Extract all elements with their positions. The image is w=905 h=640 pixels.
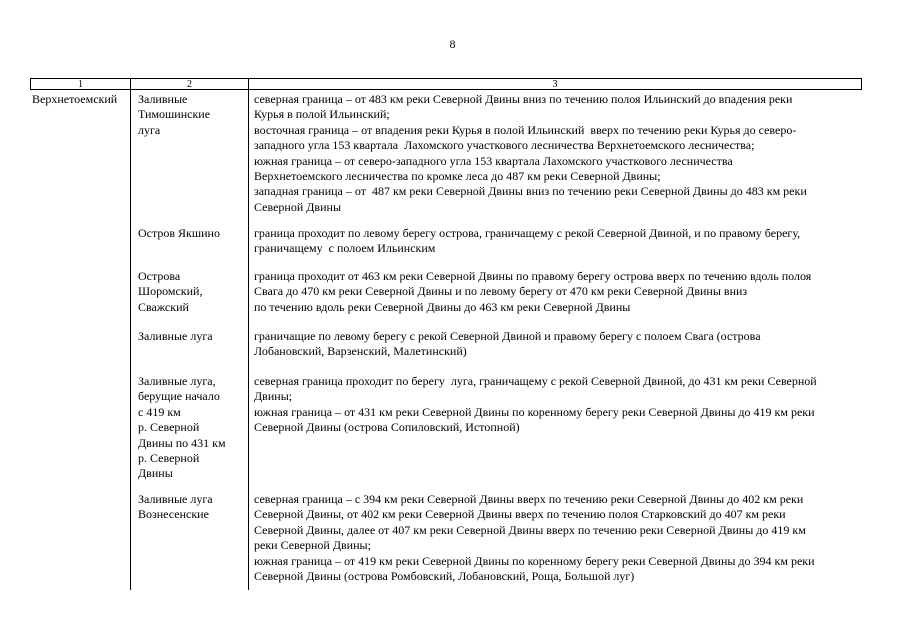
boundary-description-line: Курья в полой Ильинский;: [254, 107, 390, 122]
meadow-name: [138, 492, 248, 523]
boundary-description-line: Двины;: [254, 389, 293, 404]
meadow-name-line: Шоромский,: [138, 284, 203, 299]
boundary-description-line: Лобановский, Варзенский, Малетинский): [254, 344, 467, 359]
column-number-1: 1: [31, 79, 131, 90]
column-divider-1: [130, 90, 131, 590]
boundary-description-line: Свага до 470 км реки Северной Двины и по левому берегу от 470 км реки Северной Двины вниз: [254, 284, 748, 299]
meadow-name-line: Двины по 431 км: [138, 435, 226, 450]
meadow-name-line: луга: [138, 122, 161, 137]
boundary-description-line: южная граница – от 419 км реки Северной Двины по коренному берегу реки Северной Двины до 394 км реки: [254, 553, 815, 568]
meadow-name-line: берущие начало: [138, 389, 220, 404]
meadow-name: [138, 374, 248, 482]
meadow-name-line: Заливные: [138, 92, 188, 106]
meadow-name-line: Заливные луга: [138, 329, 213, 343]
meadow-name-line: р. Северной: [138, 420, 200, 435]
boundary-description-line: граница проходит по левому берегу острова, граничащему с рекой Северной Двиной, и по правому берегу,: [254, 226, 801, 240]
region-name: Верхнетоемский: [32, 92, 118, 106]
boundary-description: [254, 226, 866, 257]
meadow-name-line: Острова: [138, 269, 181, 283]
meadow-name-line: Вознесенские: [138, 507, 209, 522]
boundary-description-line: Северной Двины, далее от 407 км реки Северной Двины вверх по течению реки Северной Двины до 419 км: [254, 522, 806, 537]
boundary-description: [254, 92, 866, 215]
meadow-name-line: с 419 км: [138, 404, 181, 419]
boundary-description-line: граничащему с полоем Ильинским: [254, 241, 436, 256]
column-number-3: 3: [552, 79, 558, 90]
boundary-description: [254, 492, 866, 584]
boundary-description-line: граничащие по левому берегу с рекой Северной Двиной и правому берегу с полоем Свага (острова: [254, 329, 761, 343]
boundary-description-line: Верхнетоемского лесничества по кромке леса до 487 км реки Северной Двины;: [254, 169, 661, 184]
meadow-name: [138, 92, 248, 138]
boundary-description-line: южная граница – от северо-западного угла 153 квартала Лахомского участкового лесничества: [254, 153, 733, 168]
meadow-name: [138, 269, 248, 315]
meadow-name-line: Сважский: [138, 299, 189, 314]
boundary-description-line: по течению вдоль реки Северной Двины до 463 км реки Северной Двины: [254, 299, 631, 314]
meadow-name-line: Заливные луга: [138, 492, 213, 506]
meadow-name: [138, 329, 248, 344]
table-column-header: [30, 78, 862, 90]
boundary-description-line: западная граница – от 487 км реки Северной Двины вниз по течению реки Северной Двины до 483 км реки: [254, 184, 807, 199]
boundary-description-line: Северной Двины, от 402 км реки Северной Двины вверх по течению полоя Старковский до 407 км реки: [254, 507, 786, 522]
meadow-name-line: Остров Якшино: [138, 226, 220, 240]
boundary-description-line: Северной Двины (острова Ромбовский, Лобановский, Роща, Большой луг): [254, 569, 635, 584]
column-divider-2: [248, 90, 249, 590]
boundary-description-line: реки Северной Двины;: [254, 538, 371, 553]
meadow-name-line: Тимошинские: [138, 107, 211, 122]
page-number: 8: [449, 37, 456, 51]
boundary-description: [254, 269, 866, 315]
boundary-description-line: граница проходит от 463 км реки Северной Двины по правому берегу острова вверх по течению вдоль полоя: [254, 269, 812, 283]
boundary-description-line: западного угла 153 квартала Лахомского участкового лесничества Верхнетоемского лесничества;: [254, 138, 755, 153]
boundary-description-line: северная граница проходит по берегу луга, граничащему с рекой Северной Двиной, до 431 км реки Северной: [254, 374, 817, 388]
boundary-description-line: южная граница – от 431 км реки Северной Двины по коренному берегу реки Северной Двины до 419 км реки: [254, 404, 815, 419]
boundary-description: [254, 374, 866, 436]
meadow-name-line: Заливные луга,: [138, 374, 216, 388]
meadow-name: [138, 226, 248, 241]
boundary-description-line: Северной Двины: [254, 199, 341, 214]
boundary-description-line: Северной Двины (острова Сопиловский, Истопной): [254, 420, 520, 435]
meadow-name-line: р. Северной: [138, 451, 200, 466]
boundary-description-line: северная граница – с 394 км реки Северной Двины вверх по течению реки Северной Двины до 402 км реки: [254, 492, 804, 506]
boundary-description-line: северная граница – от 483 км реки Северной Двины вниз по течению полоя Ильинский до впадения реки: [254, 92, 793, 106]
boundary-description: [254, 329, 866, 360]
column-number-2: 2: [131, 79, 249, 90]
meadow-name-line: Двины: [138, 466, 173, 481]
boundary-description-line: восточная граница – от впадения реки Курья в полой Ильинский вверх по течению реки Курья до северо-: [254, 122, 797, 137]
